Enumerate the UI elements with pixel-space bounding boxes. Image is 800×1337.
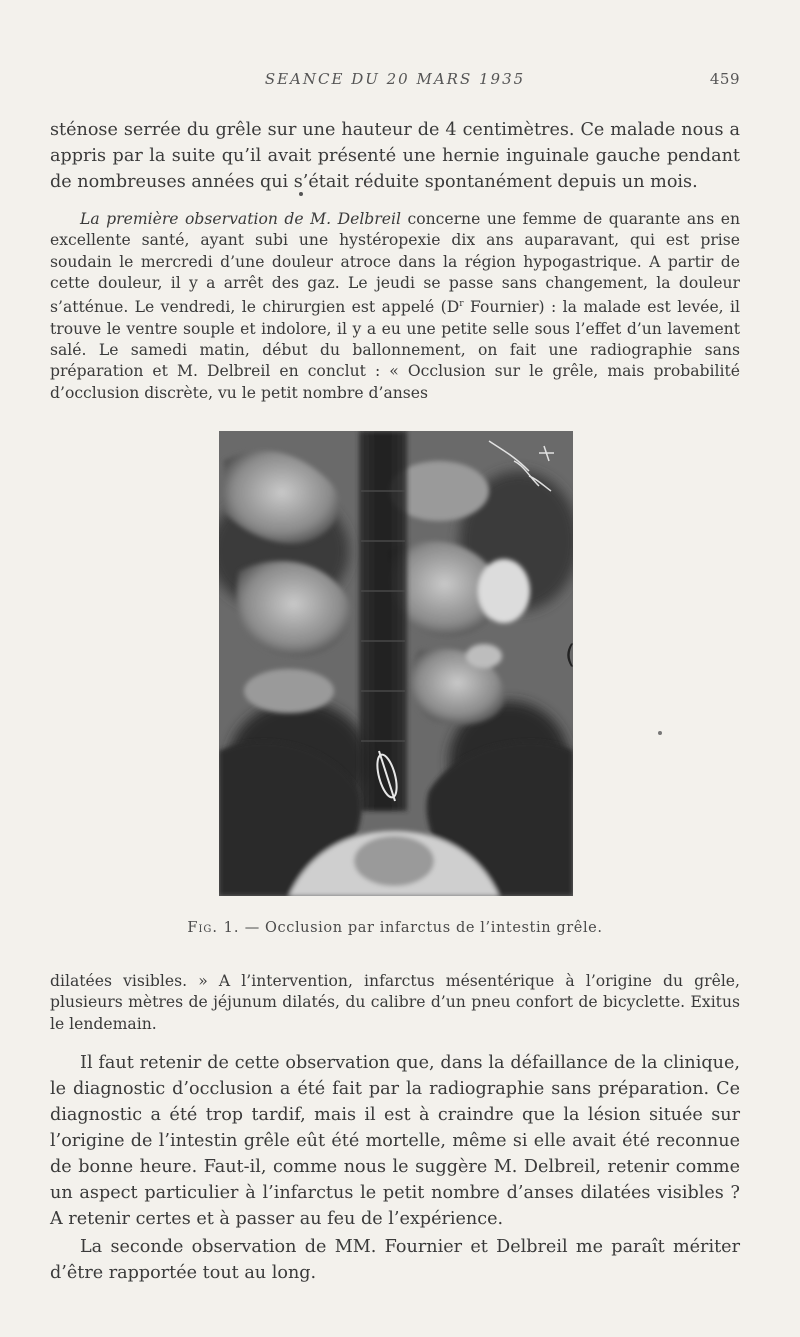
running-header-title: SEANCE DU 20 MARS 1935 xyxy=(264,70,526,88)
ink-dot xyxy=(299,192,303,196)
paragraph-first-observation xyxy=(50,209,740,404)
page-number: 459 xyxy=(709,70,740,88)
paragraph-stenose: sténose serrée du grêle sur une hauteur de 4 centimètres. Ce malade nous a appris par la suite qu’il avait présenté une hernie inguinale gauche pendant de nombreuses années qui s’était réduite spontanément depuis un mois. xyxy=(50,120,740,192)
observation-title: La première observation de M. Delbreil xyxy=(80,210,401,228)
figure-caption-text: Occlusion par infarctus de l’intestin grêle. xyxy=(265,920,603,936)
figure-label: Fig. 1. xyxy=(187,920,240,936)
paragraph-second-observation: La seconde observation de MM. Fournier et Delbreil me paraît mériter d’être rapportée tout au long. xyxy=(50,1237,740,1283)
figure-caption xyxy=(50,920,740,936)
observation-text-end: Fournier) : la malade est levée, il trouve le ventre souple et indolore, il y a eu une petite selle sous l’effet d’un lavement salé. Le samedi matin, début du ballonnement, on fait une radiographie sans préparation et M. Delbreil en conclut : « Occlusion sur le grêle, mais probabilité d’occlusion discrète, vu le petit nombre d’anses xyxy=(50,298,741,402)
paragraph-intervention: dilatées visibles. » A l’intervention, infarctus mésentérique à l’origine du grêle, plusieurs mètres de jéjunum dilatés, du calibre d’un pneu confort de bicyclette. Exitus le lendemain. xyxy=(50,972,740,1033)
margin-bracket-mark: ( xyxy=(565,640,576,670)
margin-ink-dot xyxy=(658,731,662,735)
observation-superscript: r xyxy=(459,299,464,310)
xray-figure xyxy=(219,431,576,896)
paragraph-conclusion: Il faut retenir de cette observation que, dans la défaillance de la clinique, le diagnostic d’occlusion a été fait par la radiographie sans préparation. Ce diagnostic a été trop tardif, mais il est à craindre que la lésion située sur l’origine de l’intestin grêle eût été mortelle, même si elle avait été reconnue de bonne heure. Faut-il, comme nous le suggère M. Delbreil, retenir comme un aspect particulier à l’infarctus le petit nombre d’anses dilatées visibles ? A retenir certes et à passer au feu de l’expérience. xyxy=(50,1053,740,1229)
observation-text: concerne une femme de quarante ans en excellente santé, ayant subi une hystéropexie dix ans auparavant, qui est prise soudain le mercredi d’une douleur atroce dans la région hypogastrique. A partir de cette douleur, il y a arrêt des gaz. Le jeudi se passe sans changement, la douleur s’atténue. Le vendredi, le chirurgien est appelé (D xyxy=(50,210,741,317)
figure-dash: — xyxy=(244,920,260,936)
running-header xyxy=(50,70,740,96)
